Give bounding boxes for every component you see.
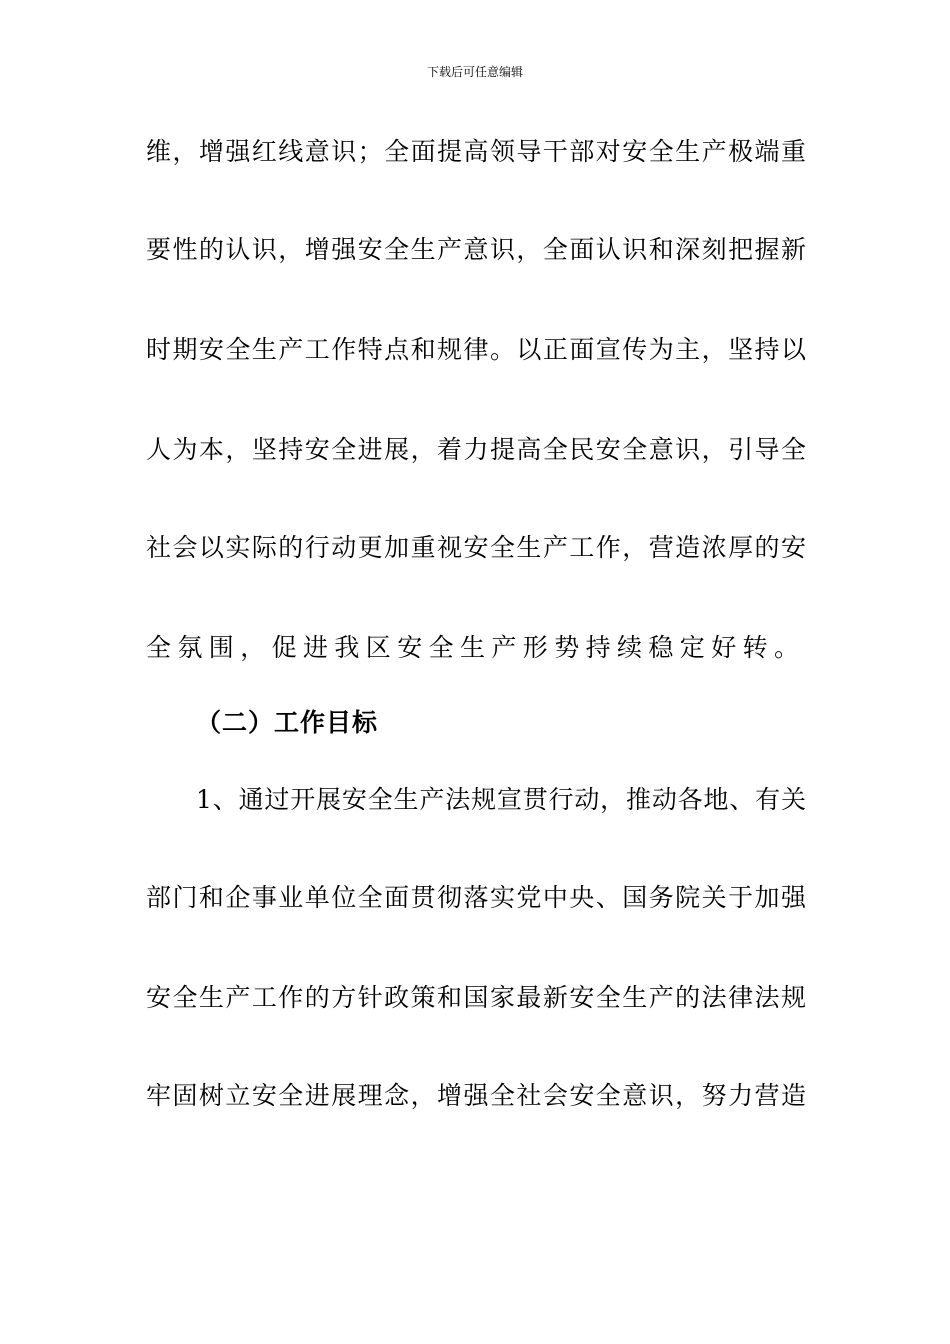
text-line: 人为本，坚持安全进展，着力提高全民安全意识，引导全: [146, 435, 806, 464]
text-line: 维，增强红线意识；全面提高领导干部对安全生产极端重: [146, 137, 806, 166]
text-line: 全氛围，促进我区安全生产形势持续稳定好转。: [146, 633, 806, 662]
text-line: 安全生产工作的方针政策和国家最新安全生产的法律法规: [146, 983, 806, 1012]
text-line: 要性的认识，增强安全生产意识，全面认识和深刻把握新: [146, 235, 806, 264]
text-line: 部门和企事业单位全面贯彻落实党中央、国务院关于加强: [146, 883, 806, 912]
text-line: 社会以实际的行动更加重视安全生产工作，营造浓厚的安: [146, 533, 806, 562]
text-line: 牢固树立安全进展理念，增强全社会安全意识，努力营造: [146, 1081, 806, 1110]
section-heading: （二）工作目标: [196, 708, 379, 737]
text-line: 1、通过开展安全生产法规宣贯行动，推动各地、有关: [196, 785, 806, 814]
page-header-note: 下载后可任意编辑: [426, 65, 523, 79]
text-line: 时期安全生产工作特点和规律。以正面宣传为主，坚持以: [146, 335, 806, 364]
